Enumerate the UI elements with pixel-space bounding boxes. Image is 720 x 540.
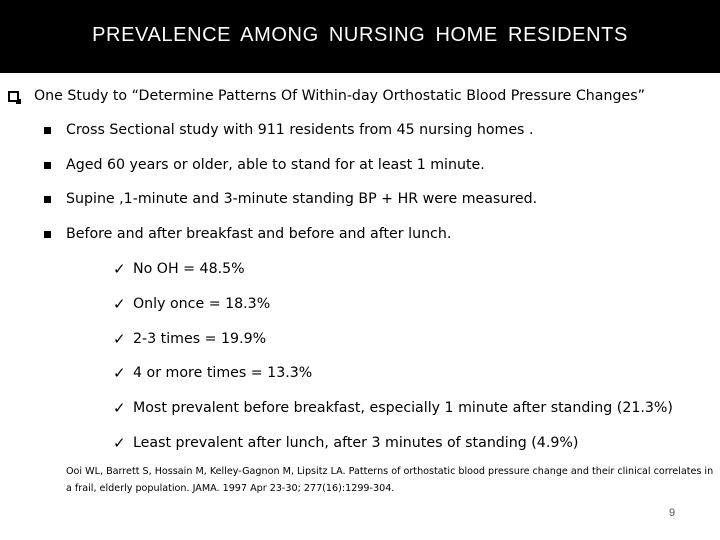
main-bullet-text: One Study to “Determine Patterns Of Within-day Orthostatic Blood Pressure Changes” xyxy=(34,88,645,104)
finding-row xyxy=(113,399,673,417)
finding-text: 4 or more times = 13.3% xyxy=(133,365,313,381)
checkmark-icon: ✓ xyxy=(113,295,126,313)
finding-row xyxy=(113,364,312,382)
hollow-square-bullet-icon xyxy=(8,91,19,102)
sub-bullet-row xyxy=(44,157,485,173)
checkmark-icon: ✓ xyxy=(113,399,126,417)
filled-square-bullet-icon xyxy=(44,162,51,169)
sub-bullet-row xyxy=(44,226,451,242)
finding-row xyxy=(113,434,578,452)
slide-title: PREVALENCE AMONG NURSING HOME RESIDENTS xyxy=(92,24,628,46)
sub-bullet-text: Aged 60 years or older, able to stand for at least 1 minute. xyxy=(66,157,485,173)
filled-square-bullet-icon xyxy=(44,231,51,238)
finding-text: Least prevalent after lunch, after 3 minutes of standing (4.9%) xyxy=(133,435,579,451)
main-bullet-row xyxy=(8,88,645,104)
checkmark-icon: ✓ xyxy=(113,330,126,348)
finding-row xyxy=(113,260,245,278)
finding-text: Most prevalent before breakfast, especially 1 minute after standing (21.3%) xyxy=(133,400,673,416)
finding-row xyxy=(113,295,270,313)
checkmark-icon: ✓ xyxy=(113,364,126,382)
page-number: 9 xyxy=(669,507,676,519)
finding-row xyxy=(113,330,266,348)
sub-bullet-text: Supine ,1-minute and 3-minute standing BP + HR were measured. xyxy=(66,191,538,207)
sub-bullet-text: Before and after breakfast and before and after lunch. xyxy=(66,226,452,242)
citation: Ooi WL, Barrett S, Hossain M, Kelley-Gagnon M, Lipsitz LA. Patterns of orthostatic blood pressure change and their clinical correlates in a frail, elderly population. JAMA. 1997 Apr 23-30; 277(16):1299-304. xyxy=(66,466,714,494)
finding-text: 2-3 times = 19.9% xyxy=(133,331,267,347)
finding-text: Only once = 18.3% xyxy=(133,296,271,312)
sub-bullet-row xyxy=(44,122,533,138)
title-bar xyxy=(0,0,720,73)
checkmark-icon: ✓ xyxy=(113,260,126,278)
finding-text: No OH = 48.5% xyxy=(133,261,245,277)
filled-square-bullet-icon xyxy=(44,127,51,134)
sub-bullet-row xyxy=(44,191,537,207)
checkmark-icon: ✓ xyxy=(113,434,126,452)
filled-square-bullet-icon xyxy=(44,196,51,203)
sub-bullet-text: Cross Sectional study with 911 residents from 45 nursing homes . xyxy=(66,122,534,138)
